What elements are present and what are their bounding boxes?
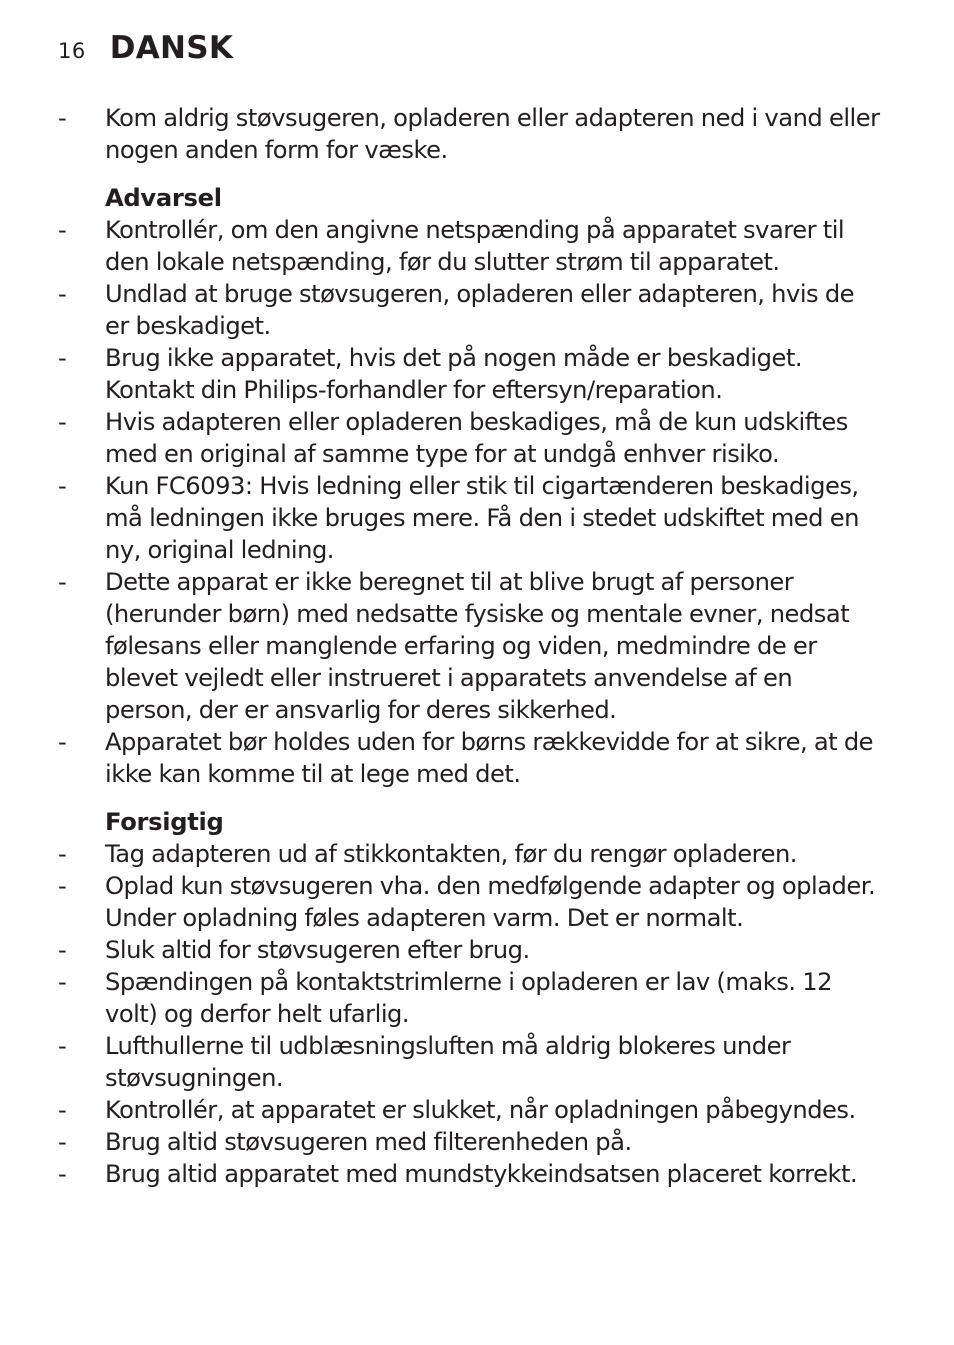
list-item bbox=[0, 470, 954, 566]
intro-list bbox=[0, 102, 954, 166]
list-item-text: Kontrollér, at apparatet er slukket, når opladningen påbegyndes. bbox=[105, 1096, 856, 1124]
bullet-dash: - bbox=[58, 280, 67, 308]
page-number: 16 bbox=[58, 39, 86, 63]
list-item bbox=[0, 566, 954, 726]
bullet-dash: - bbox=[58, 216, 67, 244]
list-item-text: Undlad at bruge støvsugeren, opladeren eller adapteren, hvis de er beskadiget. bbox=[105, 280, 855, 340]
bullet-dash: - bbox=[58, 936, 67, 964]
list-item bbox=[0, 1158, 954, 1190]
list-item bbox=[0, 406, 954, 470]
list-item bbox=[0, 1094, 954, 1126]
bullet-dash: - bbox=[58, 472, 67, 500]
bullet-dash: - bbox=[58, 104, 67, 132]
page-header bbox=[58, 30, 233, 76]
list-item bbox=[0, 214, 954, 278]
list-item bbox=[0, 870, 954, 934]
bullet-dash: - bbox=[58, 968, 67, 996]
list-item-text: Oplad kun støvsugeren vha. den medfølgende adapter og oplader. Under opladning føles adapteren varm. Det er normalt. bbox=[105, 872, 876, 932]
bullet-dash: - bbox=[58, 840, 67, 868]
list-item-text: Brug altid apparatet med mundstykkeindsatsen placeret korrekt. bbox=[105, 1160, 858, 1188]
bullet-dash: - bbox=[58, 1128, 67, 1156]
list-item bbox=[0, 838, 954, 870]
page-content bbox=[0, 102, 954, 1190]
bullet-dash: - bbox=[58, 408, 67, 436]
list-item-text: Spændingen på kontaktstrimlerne i opladeren er lav (maks. 12 volt) og derfor helt ufarlig. bbox=[105, 968, 832, 1028]
warning-list bbox=[0, 214, 954, 790]
list-item bbox=[0, 726, 954, 790]
list-item bbox=[0, 278, 954, 342]
list-item-text: Kom aldrig støvsugeren, opladeren eller adapteren ned i vand eller nogen anden form for væske. bbox=[105, 104, 880, 164]
bullet-dash: - bbox=[58, 728, 67, 756]
caution-list bbox=[0, 838, 954, 1190]
list-item-text: Brug ikke apparatet, hvis det på nogen måde er beskadiget. Kontakt din Philips-forhandler for eftersyn/reparation. bbox=[105, 344, 803, 404]
bullet-dash: - bbox=[58, 872, 67, 900]
bullet-dash: - bbox=[58, 1096, 67, 1124]
page-language-title: DANSK bbox=[109, 30, 234, 66]
list-item-text: Dette apparat er ikke beregnet til at blive brugt af personer (herunder børn) med nedsatte fysiske og mentale evner, nedsat følesans eller manglende erfaring og viden, medmindre de er blevet vejledt eller instrueret i apparatets anvendelse af en person, der er ansvarlig for deres sikkerhed. bbox=[105, 568, 850, 724]
bullet-dash: - bbox=[58, 344, 67, 372]
list-item bbox=[0, 934, 954, 966]
list-item-text: Tag adapteren ud af stikkontakten, før du rengør opladeren. bbox=[105, 840, 797, 868]
bullet-dash: - bbox=[58, 1032, 67, 1060]
list-item bbox=[0, 342, 954, 406]
list-item bbox=[0, 102, 954, 166]
list-item-text: Lufthullerne til udblæsningsluften må aldrig blokeres under støvsugningen. bbox=[105, 1032, 791, 1092]
list-item-text: Kun FC6093: Hvis ledning eller stik til cigartænderen beskadiges, må ledningen ikke bruges mere. Få den i stedet udskiftet med en ny, original ledning. bbox=[105, 472, 859, 564]
list-item-text: Hvis adapteren eller opladeren beskadiges, må de kun udskiftes med en original af samme type for at undgå enhver risiko. bbox=[105, 408, 848, 468]
list-item bbox=[0, 966, 954, 1030]
list-item-text: Apparatet bør holdes uden for børns rækkevidde for at sikre, at de ikke kan komme til at lege med det. bbox=[105, 728, 874, 788]
list-item bbox=[0, 1126, 954, 1158]
bullet-dash: - bbox=[58, 1160, 67, 1188]
list-item-text: Brug altid støvsugeren med filterenheden på. bbox=[105, 1128, 632, 1156]
list-item-text: Sluk altid for støvsugeren efter brug. bbox=[105, 936, 530, 964]
caution-heading: Forsigtig bbox=[105, 808, 224, 836]
warning-heading: Advarsel bbox=[105, 184, 222, 212]
list-item bbox=[0, 1030, 954, 1094]
bullet-dash: - bbox=[58, 568, 67, 596]
list-item-text: Kontrollér, om den angivne netspænding på apparatet svarer til den lokale netspænding, før du slutter strøm til apparatet. bbox=[105, 216, 845, 276]
